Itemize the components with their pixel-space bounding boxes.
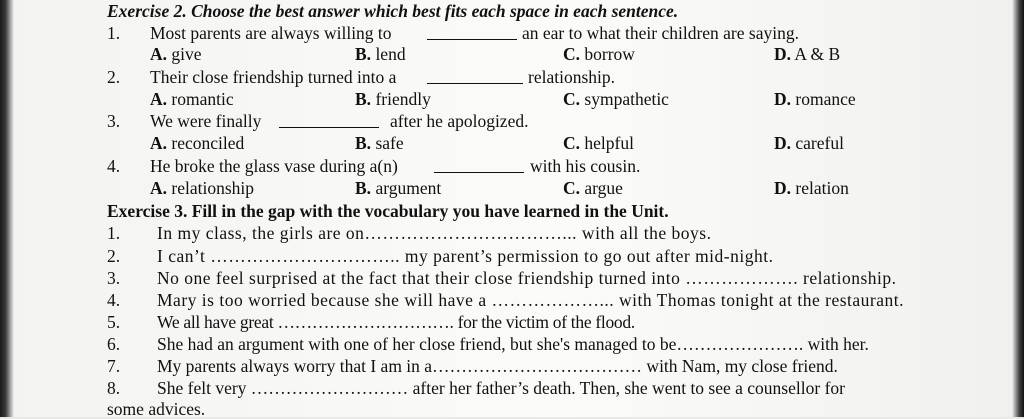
option-a[interactable]: A. romantic — [150, 89, 234, 109]
item-text[interactable]: She felt very ……………………… after her father’s death. Then, she went to see a counsellor for — [157, 378, 845, 398]
answer-blank[interactable] — [434, 158, 524, 173]
option-d[interactable]: D. romance — [774, 89, 856, 109]
question-text-before: Their close friendship turned into a — [150, 67, 397, 87]
item-number: 6. — [107, 334, 121, 354]
answer-blank[interactable] — [279, 113, 379, 128]
option-d[interactable]: D. careful — [774, 133, 844, 153]
item-number: 2. — [107, 246, 121, 266]
question-text-before: Most parents are always willing to — [150, 23, 392, 43]
option-c[interactable]: C. borrow — [563, 44, 635, 64]
option-a[interactable]: A. relationship — [150, 178, 255, 198]
answer-blank[interactable] — [427, 69, 523, 84]
option-b[interactable]: B. safe — [355, 133, 404, 153]
item-number: 5. — [107, 312, 121, 332]
question-text-after: an ear to what their children are saying. — [522, 23, 799, 43]
item-text[interactable]: I can’t ………………………….. my parent’s permission to go out after mid-night. — [157, 246, 774, 266]
option-b[interactable]: B. lend — [355, 44, 406, 64]
question-number: 4. — [107, 156, 121, 176]
option-c[interactable]: C. argue — [563, 178, 623, 198]
option-d[interactable]: D. relation — [774, 178, 849, 198]
item-number: 7. — [107, 356, 121, 376]
item-text[interactable]: In my class, the girls are on……………………………... with all the boys. — [157, 223, 712, 243]
option-a[interactable]: A. give — [150, 44, 202, 64]
right-edge-shadow — [1012, 0, 1024, 417]
exercise-2-title: Exercise 2. Choose the best answer which best fits each space in each sentence. — [107, 1, 679, 21]
question-number: 2. — [107, 67, 121, 87]
item-number: 8. — [107, 378, 121, 398]
question-number: 3. — [107, 111, 121, 131]
item-text[interactable]: Mary is too worried because she will have a ………………... with Thomas tonight at the restaurant. — [157, 290, 904, 310]
question-text-before: He broke the glass vase during a(n) — [150, 156, 398, 176]
left-edge-shadow — [0, 0, 14, 417]
option-a[interactable]: A. reconciled — [150, 133, 245, 153]
item-number: 3. — [107, 268, 121, 288]
item-text[interactable]: No one feel surprised at the fact that their close friendship turned into ………………. relationship. — [157, 268, 897, 288]
option-d[interactable]: D. A & B — [774, 44, 841, 64]
item-number: 4. — [107, 290, 121, 310]
fill-item-8-continuation: some advices. — [107, 399, 206, 419]
item-number: 1. — [107, 223, 121, 243]
question-text-before: We were finally — [150, 111, 262, 131]
question-text-after: with his cousin. — [530, 156, 641, 176]
question-text-after: relationship. — [528, 67, 615, 87]
option-b[interactable]: B. friendly — [355, 89, 431, 109]
option-c[interactable]: C. helpful — [563, 133, 634, 153]
item-text[interactable]: My parents always worry that I am in a……………………………… with Nam, my close friend. — [157, 356, 838, 376]
item-text[interactable]: We all have great …………………………. for the victim of the flood. — [157, 312, 635, 332]
answer-blank[interactable] — [427, 25, 517, 40]
exercise-3-title: Exercise 3. Fill in the gap with the vocabulary you have learned in the Unit. — [107, 201, 669, 221]
item-text[interactable]: She had an argument with one of her close friend, but she's managed to be…………………. with her. — [157, 334, 869, 354]
option-b[interactable]: B. argument — [355, 178, 442, 198]
question-text-after: after he apologized. — [390, 111, 529, 131]
option-c[interactable]: C. sympathetic — [563, 89, 669, 109]
question-number: 1. — [107, 23, 121, 43]
